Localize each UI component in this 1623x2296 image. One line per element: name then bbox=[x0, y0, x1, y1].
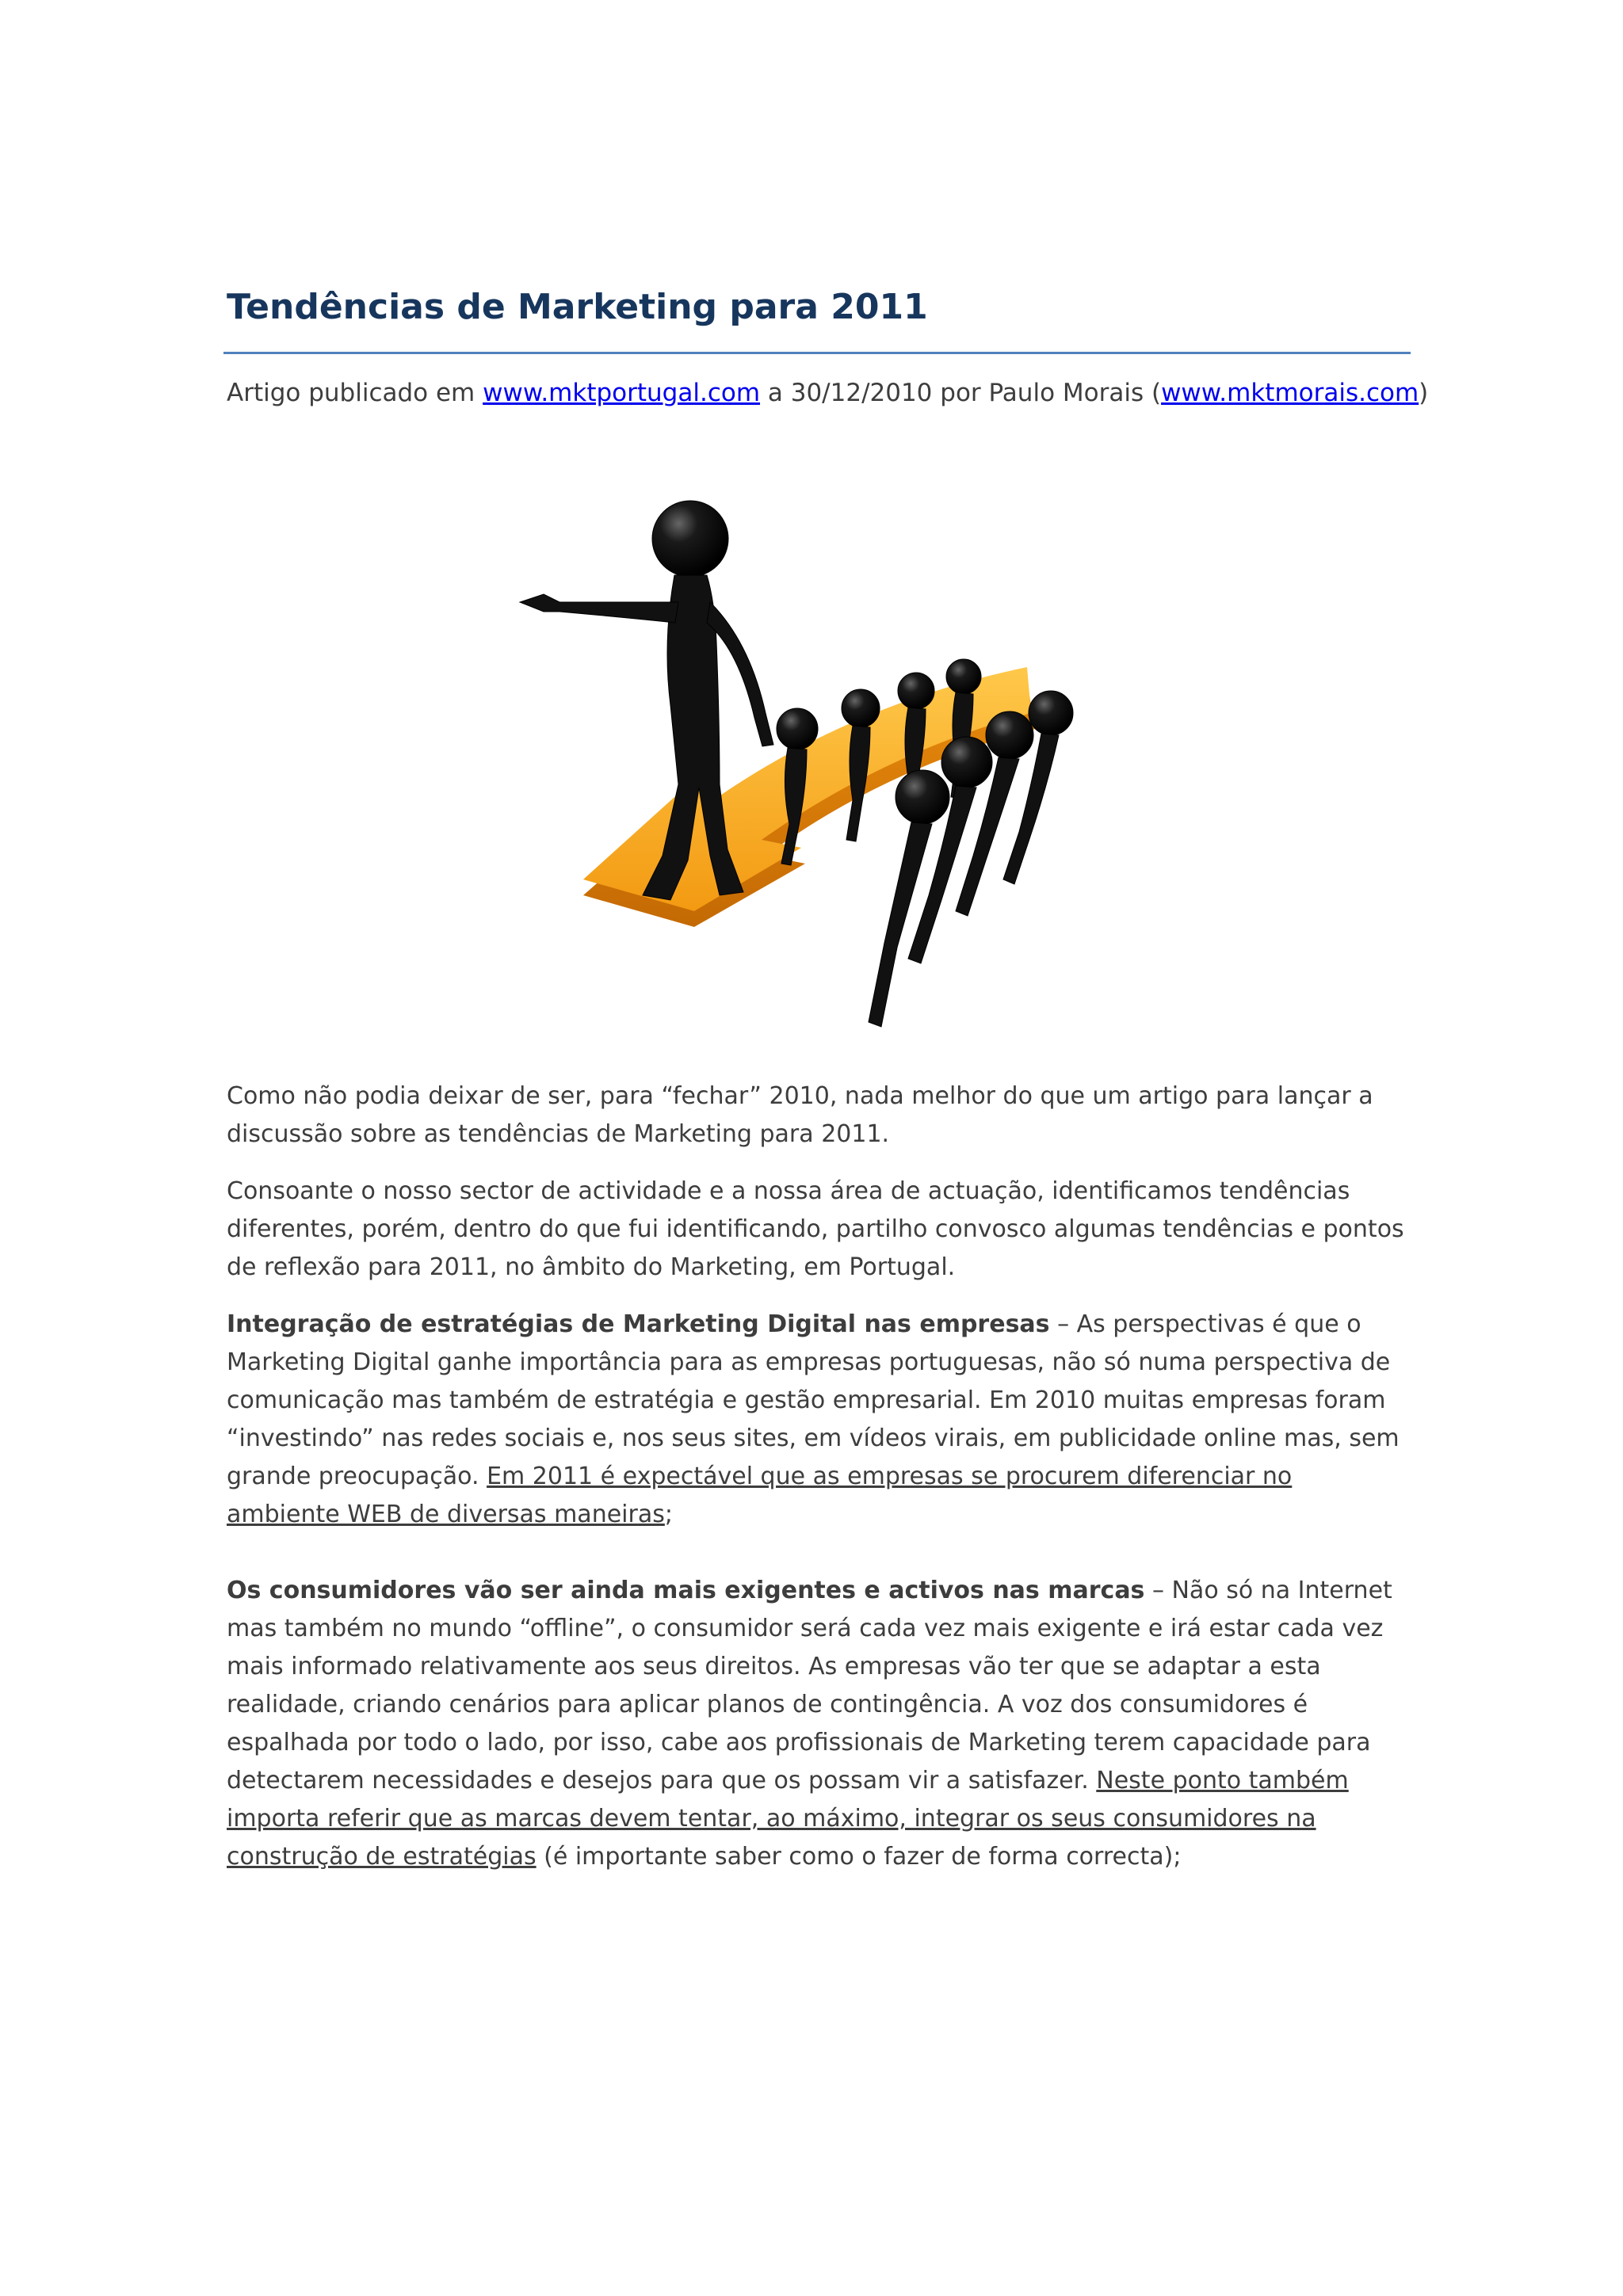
paragraph-intro: Como não podia deixar de ser, para “fechar” 2010, nada melhor do que um artigo para lançar a discussão sobre as tendências de Marketing para 2011. bbox=[227, 1082, 1373, 1148]
byline-middle: a 30/12/2010 por Paulo Morais ( bbox=[760, 379, 1162, 407]
mktmorais-link[interactable]: www.mktmorais.com bbox=[1161, 379, 1419, 407]
byline-suffix: ) bbox=[1419, 379, 1429, 407]
paragraph-digital-marketing bbox=[227, 1306, 1411, 1534]
follower-figures bbox=[777, 659, 1073, 1027]
paragraph-heading: Os consumidores vão ser ainda mais exigentes e activos nas marcas bbox=[227, 1577, 1145, 1604]
paragraph-end: (é importante saber como o fazer de forma correcta); bbox=[536, 1843, 1182, 1871]
paragraph-text: – As perspectivas é que o Marketing Digital ganhe importância para as empresas portuguesas, não só numa perspectiva de comunicação mas também de estratégia e gestão empresarial. Em 2010 muitas empresas foram “investindo” nas redes sociais e, nos seus sites, em vídeos virais, em publicidade online mas, sem grande preocupação. bbox=[227, 1310, 1400, 1490]
mktportugal-link[interactable]: www.mktportugal.com bbox=[483, 379, 761, 407]
paragraph-heading: Integração de estratégias de Marketing Digital nas empresas bbox=[227, 1310, 1050, 1338]
page-title: Tendências de Marketing para 2011 bbox=[227, 287, 928, 327]
paragraph-consumers bbox=[227, 1572, 1411, 1876]
underlined-text: Neste ponto também importa referir que as marcas devem tentar, ao máximo, integrar os seus consumidores na construção de estratégias bbox=[227, 1767, 1349, 1871]
underlined-text: Em 2011 é expectável que as empresas se procurem diferenciar no ambiente WEB de diversas maneiras bbox=[227, 1463, 1293, 1528]
title-underline-rule bbox=[223, 352, 1411, 354]
paragraph-context: Consoante o nosso sector de actividade e a nossa área de actuação, identificamos tendências diferentes, porém, dentro do que fui identificando, partilho convosco algumas tendências e pontos de reflexão para 2011, no âmbito do Marketing, em Portugal. bbox=[227, 1177, 1404, 1281]
paragraph-text: – Não só na Internet mas também no mundo “offline”, o consumidor será cada vez mais exigente e irá estar cada vez mais informado relativamente aos seus direitos. As empresas vão ter que se adaptar a esta realidade, criando cenários para aplicar planos de contingência. A voz dos consumidores é espalhada por todo o lado, por isso, cabe aos profissionais de Marketing terem capacidade para detectarem necessidades e desejos para que os possam vir a satisfazer. bbox=[227, 1577, 1392, 1794]
byline-prefix: Artigo publicado em bbox=[227, 379, 483, 407]
byline bbox=[227, 379, 1429, 407]
paragraph-end: ; bbox=[664, 1501, 673, 1528]
leader-arrow-illustration bbox=[512, 483, 1146, 1054]
article-body bbox=[227, 1077, 1411, 1895]
